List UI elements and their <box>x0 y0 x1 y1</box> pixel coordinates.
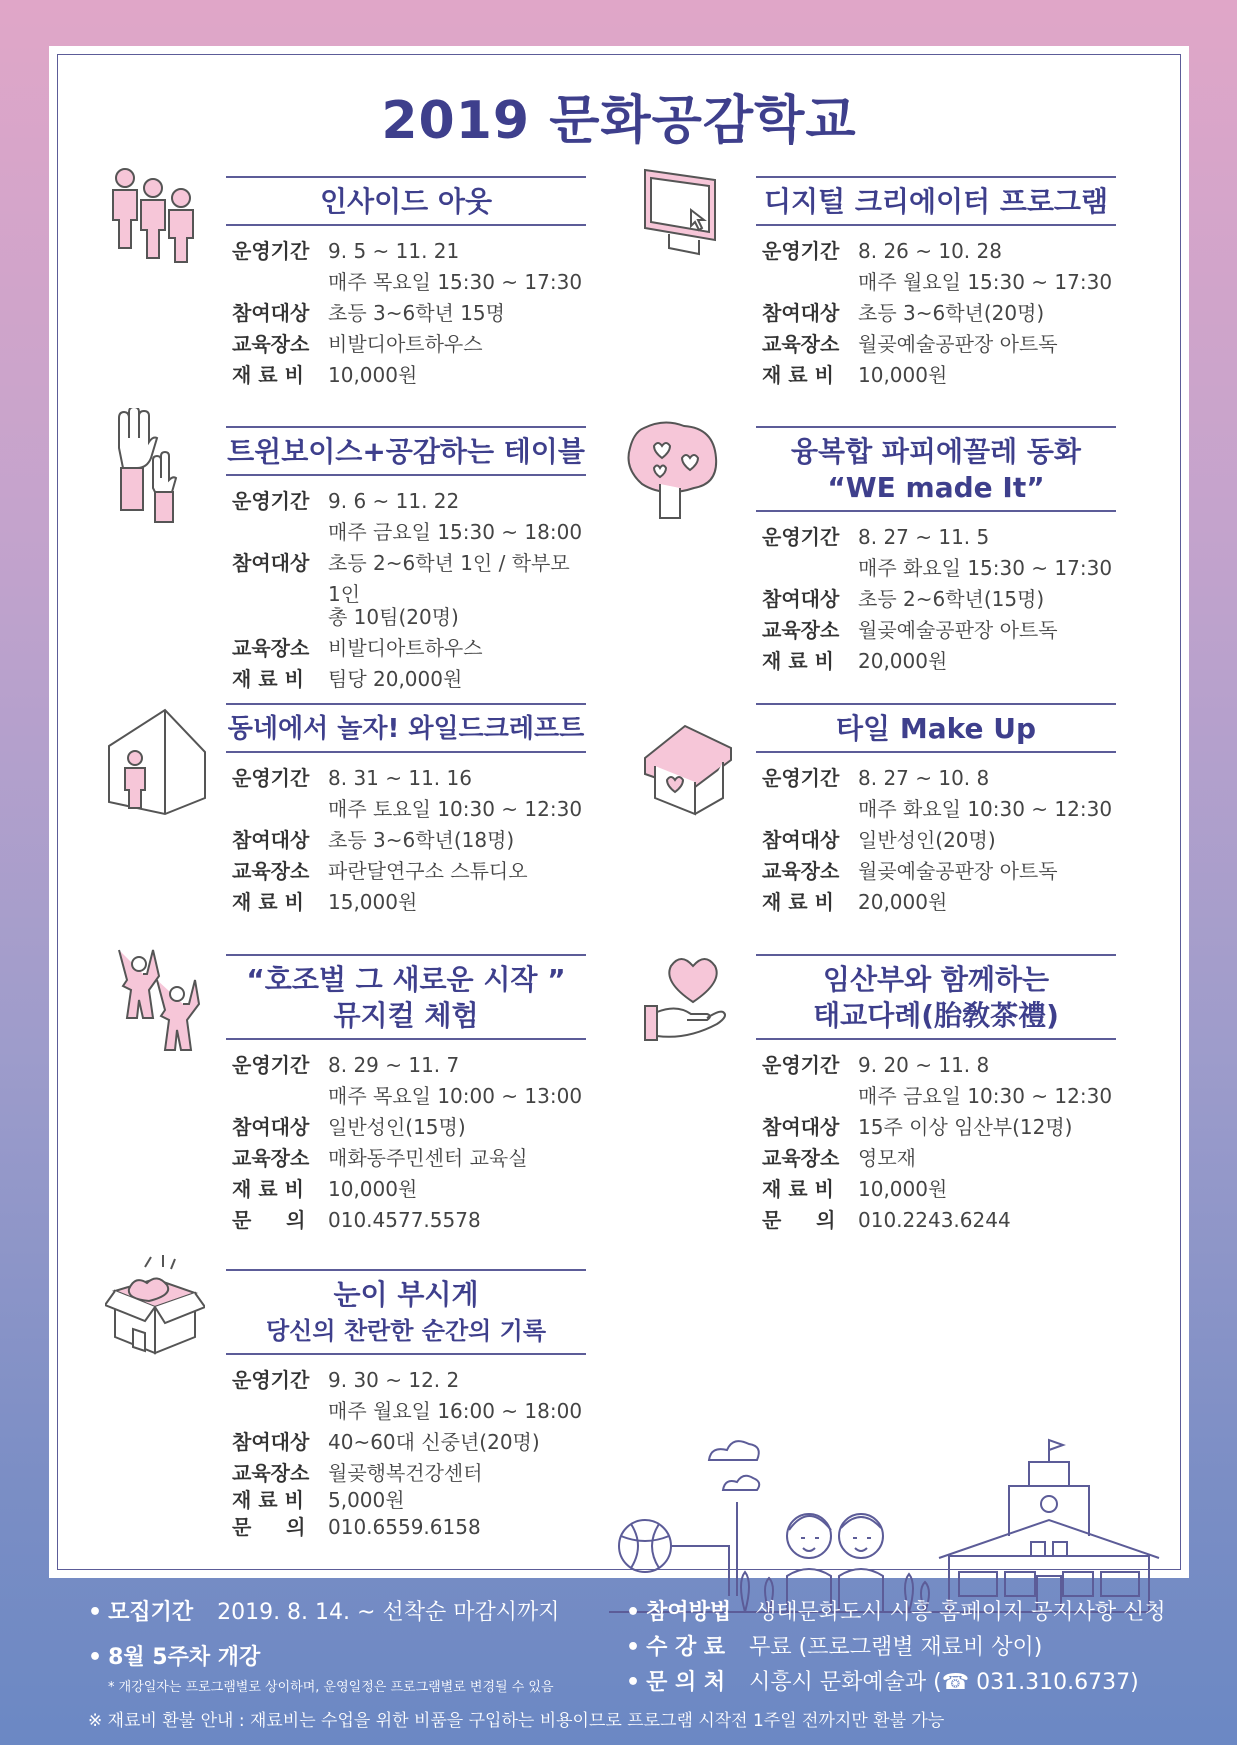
period-label: 운영기간 <box>762 239 840 263</box>
fee-label: 재 료 비 <box>232 890 304 914</box>
target-value: 초등 2~6학년(15명) <box>858 587 1045 611</box>
program-digital-creator <box>756 176 1116 391</box>
program-title: 인사이드 아웃 <box>226 176 586 226</box>
cheering-people-icon <box>113 946 209 1056</box>
fee-value: 10,000원 <box>328 1177 418 1201</box>
period-value: 8. 27 ~ 11. 5 <box>858 525 990 549</box>
target-value: 초등 2~6학년 1인 / 학부모 1인 <box>328 551 570 606</box>
place-value: 월곶예술공판장 아트독 <box>858 859 1058 883</box>
period-value: 9. 20 ~ 11. 8 <box>858 1053 990 1077</box>
program-title: 동네에서 놀자! 와일드크레프트 <box>226 703 586 753</box>
place-label: 교육장소 <box>762 1146 840 1170</box>
period-value: 8. 31 ~ 11. 16 <box>328 766 472 790</box>
target-value: 일반성인(20명) <box>858 828 996 852</box>
program-title: 트윈보이스+공감하는 테이블 <box>226 426 586 476</box>
place-value: 월곶행복건강센터 <box>328 1461 483 1485</box>
opening-week: • 8월 5주차 개강 <box>88 1645 261 1670</box>
period-value: 8. 27 ~ 10. 8 <box>858 766 990 790</box>
target-value: 초등 3~6학년 15명 <box>328 301 505 325</box>
place-label: 교육장소 <box>232 859 310 883</box>
target-value-2: 총 10팀(20명) <box>328 605 459 629</box>
target-value: 초등 3~6학년(18명) <box>328 828 515 852</box>
schedule-value: 매주 화요일 10:30 ~ 12:30 <box>858 797 1113 821</box>
inquiry-label: 문 의 처 <box>646 1670 726 1695</box>
target-label: 참여대상 <box>762 587 840 611</box>
participation-method: • 참여방법 생태문화도시 시흥 홈페이지 공지사항 신청 <box>626 1600 1166 1625</box>
poster-panel <box>49 46 1189 1578</box>
program-title: 디지털 크리에이터 프로그램 <box>756 176 1116 226</box>
program-subtitle: “WE made It” <box>827 471 1045 504</box>
contact-value: 010.2243.6244 <box>858 1208 1011 1232</box>
program-title: 융복합 파피에꼴레 동화 “WE made It” <box>756 426 1116 512</box>
program-papier-colle <box>756 426 1116 677</box>
fee-value: 10,000원 <box>328 363 418 387</box>
fee-value: 20,000원 <box>858 649 948 673</box>
tuition: • 수 강 료 무료 (프로그램별 재료비 상이) <box>626 1635 1043 1660</box>
fee-label: 재 료 비 <box>232 363 304 387</box>
hand-heart-icon <box>641 956 737 1046</box>
target-label: 참여대상 <box>232 551 310 575</box>
tuition-label: 수 강 료 <box>646 1635 726 1660</box>
place-label: 교육장소 <box>232 1461 310 1485</box>
place-value: 비발디아트하우스 <box>328 332 483 356</box>
fee-value: 10,000원 <box>858 1177 948 1201</box>
inquiry-value: 시흥시 문화예술과 (☎ 031.310.6737) <box>749 1670 1139 1695</box>
period-value: 9. 6 ~ 11. 22 <box>328 489 460 513</box>
schedule-value: 매주 금요일 10:30 ~ 12:30 <box>858 1084 1113 1108</box>
footer-info <box>0 1578 1237 1745</box>
target-label: 참여대상 <box>232 301 310 325</box>
schedule-value: 매주 금요일 15:30 ~ 18:00 <box>328 520 583 544</box>
computer-monitor-icon <box>639 162 729 262</box>
period-value: 8. 29 ~ 11. 7 <box>328 1053 460 1077</box>
fee-label: 재 료 비 <box>762 1177 834 1201</box>
recruit-label: 모집기간 <box>108 1600 194 1625</box>
fee-label: 재 료 비 <box>232 1488 304 1512</box>
place-label: 교육장소 <box>232 1146 310 1170</box>
schedule-value: 매주 목요일 15:30 ~ 17:30 <box>328 270 583 294</box>
contact-label: 문 의 <box>232 1208 306 1232</box>
period-value: 9. 5 ~ 11. 21 <box>328 239 460 263</box>
contact-value: 010.6559.6158 <box>328 1515 481 1539</box>
heart-tree-icon <box>624 418 724 528</box>
opening-label: 8월 5주차 개강 <box>108 1645 261 1670</box>
target-label: 참여대상 <box>232 1115 310 1139</box>
program-title: 타일 Make Up <box>756 703 1116 753</box>
program-wildcraft <box>226 703 586 918</box>
contact-label: 문 의 <box>762 1208 836 1232</box>
place-value: 파란달연구소 스튜디오 <box>328 859 528 883</box>
recruit-period: • 모집기간 2019. 8. 14. ~ 선착순 마감시까지 <box>88 1600 560 1625</box>
program-hojobeol-musical <box>226 954 586 1236</box>
program-subtitle: 뮤지컬 체험 <box>333 999 479 1032</box>
place-value: 영모재 <box>858 1146 916 1170</box>
period-value: 9. 30 ~ 12. 2 <box>328 1368 460 1392</box>
contact-value: 010.4577.5578 <box>328 1208 481 1232</box>
period-label: 운영기간 <box>762 766 840 790</box>
target-label: 참여대상 <box>762 828 840 852</box>
schedule-value: 매주 토요일 10:30 ~ 12:30 <box>328 797 583 821</box>
poster-title: 2019 문화공감학교 <box>381 91 857 151</box>
period-label: 운영기간 <box>232 239 310 263</box>
period-value: 8. 26 ~ 10. 28 <box>858 239 1002 263</box>
fee-value: 5,000원 <box>328 1488 405 1512</box>
refund-notice: ※ 재료비 환불 안내 : 재료비는 수업을 위한 비품을 구입하는 비용이므로 프로그램 시작전 1주일 전까지만 환불 가능 <box>88 1711 945 1731</box>
fee-label: 재 료 비 <box>762 890 834 914</box>
period-label: 운영기간 <box>762 1053 840 1077</box>
schedule-value: 매주 월요일 15:30 ~ 17:30 <box>858 270 1113 294</box>
program-dazzling-moments <box>226 1269 586 1543</box>
fee-label: 재 료 비 <box>232 667 304 691</box>
place-value: 월곶예술공판장 아트독 <box>858 332 1058 356</box>
gift-box-icon <box>105 1251 205 1361</box>
target-label: 참여대상 <box>762 1115 840 1139</box>
fee-value: 10,000원 <box>858 363 948 387</box>
place-label: 교육장소 <box>762 859 840 883</box>
program-subtitle: 당신의 찬란한 순간의 기록 <box>265 1317 547 1345</box>
program-title: “호조벌 그 새로운 시작 ” 뮤지컬 체험 <box>226 954 586 1040</box>
fee-label: 재 료 비 <box>762 363 834 387</box>
place-label: 교육장소 <box>232 636 310 660</box>
schedule-value: 매주 화요일 15:30 ~ 17:30 <box>858 556 1113 580</box>
inquiry: • 문 의 처 시흥시 문화예술과 (☎ 031.310.6737) <box>626 1670 1139 1695</box>
method-value: 생태문화도시 시흥 홈페이지 공지사항 신청 <box>755 1600 1166 1625</box>
period-label: 운영기간 <box>762 525 840 549</box>
target-label: 참여대상 <box>232 1430 310 1454</box>
people-group-icon <box>105 164 201 264</box>
target-label: 참여대상 <box>762 301 840 325</box>
raised-hands-icon <box>113 408 183 526</box>
method-label: 참여방법 <box>646 1600 732 1625</box>
schedule-value: 매주 목요일 10:00 ~ 13:00 <box>328 1084 583 1108</box>
program-subtitle: 태교다례(胎敎茶禮) <box>813 999 1059 1032</box>
fee-value: 20,000원 <box>858 890 948 914</box>
house-child-icon <box>105 706 209 816</box>
schedule-value: 매주 월요일 16:00 ~ 18:00 <box>328 1399 583 1423</box>
period-label: 운영기간 <box>232 766 310 790</box>
place-value: 비발디아트하우스 <box>328 636 483 660</box>
program-title: 눈이 부시게 당신의 찬란한 순간의 기록 <box>226 1269 586 1355</box>
program-prenatal-tea <box>756 954 1116 1236</box>
period-label: 운영기간 <box>232 489 310 513</box>
place-value: 월곶예술공판장 아트독 <box>858 618 1058 642</box>
target-value: 초등 3~6학년(20명) <box>858 301 1045 325</box>
target-value: 15주 이상 임산부(12명) <box>858 1115 1073 1139</box>
program-twin-voice <box>226 426 586 695</box>
contact-label: 문 의 <box>232 1515 306 1539</box>
period-label: 운영기간 <box>232 1368 310 1392</box>
period-label: 운영기간 <box>232 1053 310 1077</box>
place-value: 매화동주민센터 교육실 <box>328 1146 528 1170</box>
heart-house-icon <box>641 718 735 818</box>
program-title: 임산부와 함께하는 태교다례(胎敎茶禮) <box>756 954 1116 1040</box>
opening-note: * 개강일자는 프로그램별로 상이하며, 운영일정은 프로그램별로 변경될 수 있음 <box>108 1680 554 1695</box>
recruit-value: 2019. 8. 14. ~ 선착순 마감시까지 <box>217 1600 560 1625</box>
place-label: 교육장소 <box>232 332 310 356</box>
place-label: 교육장소 <box>762 332 840 356</box>
fee-value: 15,000원 <box>328 890 418 914</box>
fee-label: 재 료 비 <box>232 1177 304 1201</box>
fee-value: 팀당 20,000원 <box>328 667 463 691</box>
program-inside-out <box>226 176 586 391</box>
target-value: 일반성인(15명) <box>328 1115 466 1139</box>
tuition-value: 무료 (프로그램별 재료비 상이) <box>749 1635 1043 1660</box>
place-label: 교육장소 <box>762 618 840 642</box>
program-tile-makeup <box>756 703 1116 918</box>
target-value: 40~60대 신중년(20명) <box>328 1430 540 1454</box>
target-label: 참여대상 <box>232 828 310 852</box>
fee-label: 재 료 비 <box>762 649 834 673</box>
